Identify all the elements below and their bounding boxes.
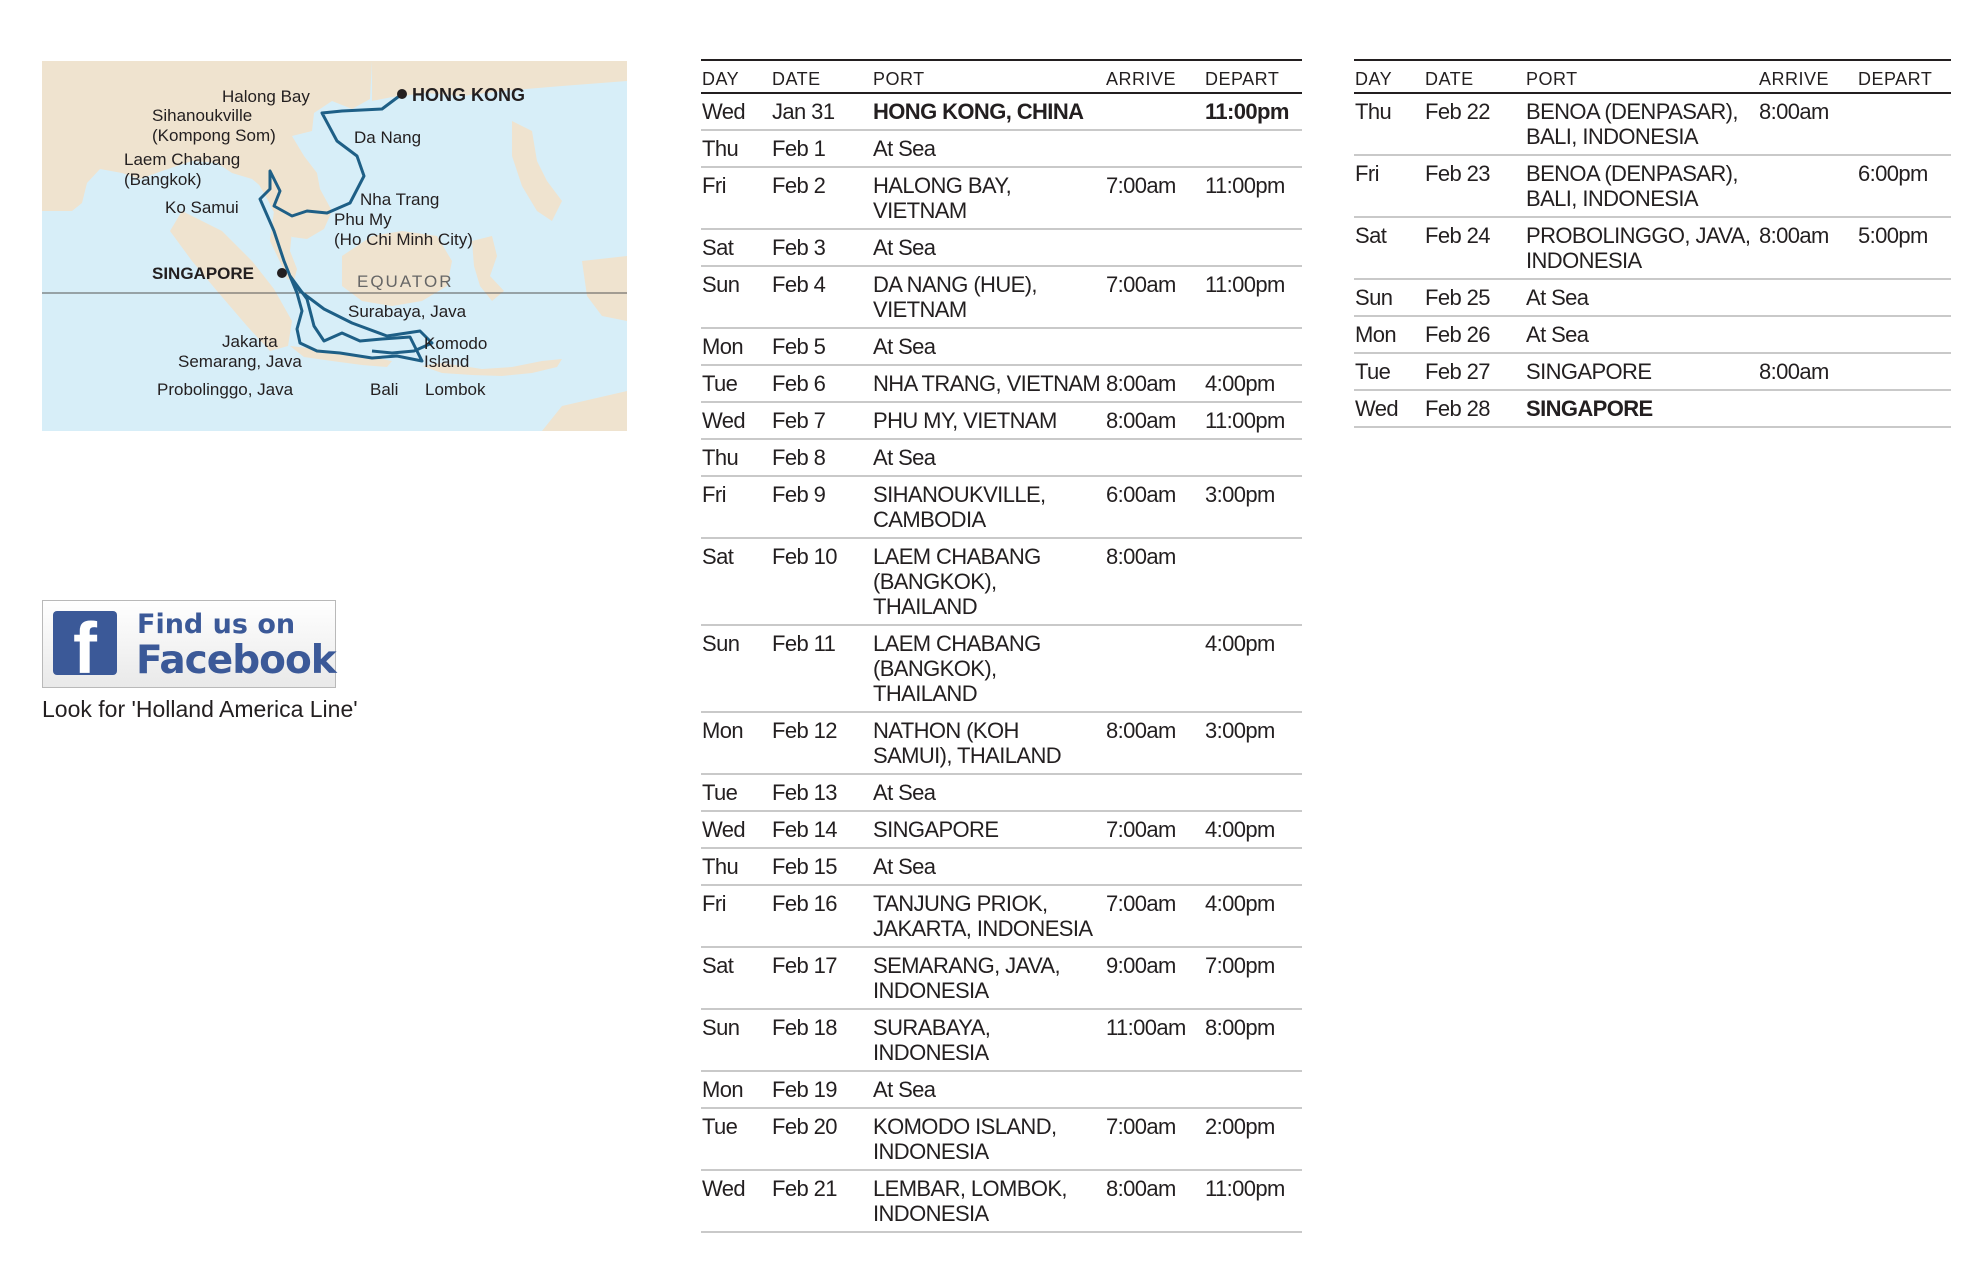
- cell-arrive: [1105, 93, 1204, 130]
- table-row: [701, 402, 1302, 439]
- cell-date: Feb 3: [771, 229, 872, 266]
- cell-day: Sun: [1354, 279, 1424, 316]
- cell-depart: 4:00pm: [1204, 885, 1302, 947]
- map-label-island: Island: [424, 352, 470, 371]
- table-row: [1354, 316, 1951, 353]
- cell-port: DA NANG (HUE), VIETNAM: [872, 266, 1105, 328]
- cell-port: SINGAPORE: [1525, 390, 1758, 427]
- cell-day: Fri: [701, 476, 771, 538]
- header-port: PORT: [872, 60, 1105, 93]
- cell-arrive: [1758, 390, 1857, 427]
- cell-day: Sun: [701, 625, 771, 712]
- cell-date: Feb 21: [771, 1170, 872, 1232]
- cell-depart: 11:00pm: [1204, 167, 1302, 229]
- cell-arrive: 8:00am: [1105, 402, 1204, 439]
- cell-date: Feb 7: [771, 402, 872, 439]
- table-row: [701, 476, 1302, 538]
- header-day: DAY: [701, 60, 771, 93]
- table-row: [701, 947, 1302, 1009]
- header-port: PORT: [1525, 60, 1758, 93]
- cell-date: Jan 31: [771, 93, 872, 130]
- cell-date: Feb 27: [1424, 353, 1525, 390]
- cell-port: SINGAPORE: [872, 811, 1105, 848]
- cell-day: Mon: [701, 1071, 771, 1108]
- facebook-brand-text: Facebook: [136, 638, 336, 683]
- cell-arrive: 8:00am: [1105, 365, 1204, 402]
- map-label-hong-kong: HONG KONG: [412, 85, 526, 105]
- cell-day: Wed: [1354, 390, 1424, 427]
- cell-port: PHU MY, VIETNAM: [872, 402, 1105, 439]
- cell-depart: [1857, 390, 1951, 427]
- facebook-logo-icon: f: [53, 611, 117, 675]
- table-row: [701, 774, 1302, 811]
- table-row: [1354, 155, 1951, 217]
- cell-port: SEMARANG, JAVA, INDONESIA: [872, 947, 1105, 1009]
- map-label-komodo: Komodo: [424, 334, 488, 353]
- cell-port: NATHON (KOH SAMUI), THAILAND: [872, 712, 1105, 774]
- map-label-bali: Bali: [370, 380, 399, 399]
- cell-date: Feb 13: [771, 774, 872, 811]
- itinerary-body-right: [1354, 93, 1951, 427]
- facebook-badge[interactable]: [42, 600, 336, 688]
- cell-depart: [1204, 328, 1302, 365]
- cell-depart: 11:00pm: [1204, 266, 1302, 328]
- map-label-equator: EQUATOR: [357, 272, 454, 291]
- table-row: [701, 811, 1302, 848]
- cell-depart: [1857, 279, 1951, 316]
- cell-date: Feb 15: [771, 848, 872, 885]
- cell-day: Mon: [701, 712, 771, 774]
- map-label-semarang: Semarang, Java: [178, 352, 302, 371]
- table-row: [701, 328, 1302, 365]
- cell-depart: [1204, 439, 1302, 476]
- cell-arrive: 8:00am: [1105, 712, 1204, 774]
- cell-arrive: 7:00am: [1105, 811, 1204, 848]
- map-label-kompong-som: (Kompong Som): [152, 126, 276, 145]
- header-day: DAY: [1354, 60, 1424, 93]
- header-arrive: ARRIVE: [1758, 60, 1857, 93]
- itinerary-table-left: [701, 59, 1302, 1233]
- cell-arrive: 9:00am: [1105, 947, 1204, 1009]
- cell-port: At Sea: [872, 130, 1105, 167]
- table-row: [1354, 93, 1951, 155]
- cell-depart: [1204, 538, 1302, 625]
- cell-port: KOMODO ISLAND, INDONESIA: [872, 1108, 1105, 1170]
- table-row: [1354, 217, 1951, 279]
- cell-arrive: 7:00am: [1105, 167, 1204, 229]
- cell-date: Feb 6: [771, 365, 872, 402]
- header-depart: DEPART: [1204, 60, 1302, 93]
- cell-arrive: [1105, 229, 1204, 266]
- header-arrive: ARRIVE: [1105, 60, 1204, 93]
- map-label-probolinggo: Probolinggo, Java: [157, 380, 294, 399]
- table-row: [701, 885, 1302, 947]
- cell-port: At Sea: [872, 848, 1105, 885]
- cell-arrive: 8:00am: [1105, 538, 1204, 625]
- cell-port: BENOA (DENPASAR), BALI, INDONESIA: [1525, 155, 1758, 217]
- table-row: [701, 848, 1302, 885]
- cell-port: At Sea: [872, 229, 1105, 266]
- table-row: [701, 538, 1302, 625]
- map-label-da-nang: Da Nang: [354, 128, 422, 147]
- route-map: [42, 61, 627, 431]
- cell-day: Sat: [1354, 217, 1424, 279]
- cell-port: BENOA (DENPASAR), BALI, INDONESIA: [1525, 93, 1758, 155]
- cell-day: Thu: [701, 130, 771, 167]
- cell-arrive: 8:00am: [1105, 1170, 1204, 1232]
- table-row: [701, 130, 1302, 167]
- table-row: [701, 712, 1302, 774]
- table-row: [701, 625, 1302, 712]
- table-row: [701, 229, 1302, 266]
- cell-day: Tue: [701, 774, 771, 811]
- cell-day: Tue: [701, 1108, 771, 1170]
- cell-day: Wed: [701, 93, 771, 130]
- cell-date: Feb 18: [771, 1009, 872, 1071]
- cell-depart: [1857, 93, 1951, 155]
- cell-depart: 6:00pm: [1857, 155, 1951, 217]
- facebook-find-text: Find us on: [137, 609, 296, 640]
- map-label-phu-my: Phu My: [334, 210, 392, 229]
- cell-depart: [1204, 130, 1302, 167]
- hong-kong-dot: [397, 89, 407, 99]
- cell-depart: [1204, 229, 1302, 266]
- cell-arrive: 8:00am: [1758, 93, 1857, 155]
- cell-depart: 4:00pm: [1204, 811, 1302, 848]
- cell-date: Feb 1: [771, 130, 872, 167]
- cell-arrive: 6:00am: [1105, 476, 1204, 538]
- cell-date: Feb 5: [771, 328, 872, 365]
- itinerary-table-right: [1354, 59, 1951, 428]
- cell-date: Feb 9: [771, 476, 872, 538]
- cell-port: HALONG BAY, VIETNAM: [872, 167, 1105, 229]
- cell-arrive: 7:00am: [1105, 885, 1204, 947]
- cell-day: Fri: [701, 167, 771, 229]
- cell-port: SIHANOUKVILLE, CAMBODIA: [872, 476, 1105, 538]
- cell-arrive: 7:00am: [1105, 266, 1204, 328]
- cell-depart: 4:00pm: [1204, 365, 1302, 402]
- cell-date: Feb 16: [771, 885, 872, 947]
- cell-day: Sat: [701, 229, 771, 266]
- map-label-surabaya: Surabaya, Java: [348, 302, 467, 321]
- cell-date: Feb 23: [1424, 155, 1525, 217]
- cell-arrive: [1758, 279, 1857, 316]
- cell-date: Feb 12: [771, 712, 872, 774]
- cell-port: At Sea: [872, 1071, 1105, 1108]
- cell-port: HONG KONG, CHINA: [872, 93, 1105, 130]
- cell-day: Thu: [701, 439, 771, 476]
- cell-day: Tue: [701, 365, 771, 402]
- cell-port: At Sea: [872, 774, 1105, 811]
- table-row: [1354, 279, 1951, 316]
- cell-day: Sun: [701, 266, 771, 328]
- cell-arrive: 8:00am: [1758, 353, 1857, 390]
- map-label-lombok: Lombok: [425, 380, 486, 399]
- itinerary-header: [1354, 60, 1951, 93]
- cell-arrive: [1105, 774, 1204, 811]
- map-label-sihanoukville: Sihanoukville: [152, 106, 253, 125]
- table-row: [701, 1108, 1302, 1170]
- itinerary-header: [701, 60, 1302, 93]
- cell-depart: [1857, 316, 1951, 353]
- cell-port: At Sea: [872, 439, 1105, 476]
- table-row: [701, 365, 1302, 402]
- cell-date: Feb 19: [771, 1071, 872, 1108]
- map-label-singapore: SINGAPORE: [152, 264, 255, 283]
- cell-port: SINGAPORE: [1525, 353, 1758, 390]
- cell-depart: 8:00pm: [1204, 1009, 1302, 1071]
- cell-arrive: 8:00am: [1758, 217, 1857, 279]
- cell-date: Feb 14: [771, 811, 872, 848]
- cell-date: Feb 20: [771, 1108, 872, 1170]
- cell-arrive: [1105, 1071, 1204, 1108]
- cell-port: LEMBAR, LOMBOK, INDONESIA: [872, 1170, 1105, 1232]
- cell-port: PROBOLINGGO, JAVA, INDONESIA: [1525, 217, 1758, 279]
- header-depart: DEPART: [1857, 60, 1951, 93]
- cell-depart: [1204, 848, 1302, 885]
- map-label-halong-bay: Halong Bay: [222, 87, 310, 106]
- cell-date: Feb 24: [1424, 217, 1525, 279]
- map-label-laem-chabang: Laem Chabang: [124, 150, 241, 169]
- cell-day: Wed: [701, 402, 771, 439]
- route-map-svg: [42, 61, 627, 431]
- cell-port: At Sea: [1525, 279, 1758, 316]
- cell-day: Wed: [701, 1170, 771, 1232]
- cell-date: Feb 22: [1424, 93, 1525, 155]
- cell-depart: 3:00pm: [1204, 476, 1302, 538]
- cell-arrive: [1105, 130, 1204, 167]
- table-row: [701, 167, 1302, 229]
- map-label-jakarta: Jakarta: [222, 332, 278, 351]
- cell-depart: [1204, 774, 1302, 811]
- cell-day: Sat: [701, 538, 771, 625]
- cell-depart: 11:00pm: [1204, 402, 1302, 439]
- cell-depart: 11:00pm: [1204, 1170, 1302, 1232]
- cell-day: Mon: [701, 328, 771, 365]
- cell-day: Mon: [1354, 316, 1424, 353]
- cell-depart: 7:00pm: [1204, 947, 1302, 1009]
- cell-day: Tue: [1354, 353, 1424, 390]
- singapore-dot: [277, 268, 287, 278]
- cell-date: Feb 4: [771, 266, 872, 328]
- cell-port: NHA TRANG, VIETNAM: [872, 365, 1105, 402]
- cell-arrive: [1758, 155, 1857, 217]
- cell-depart: [1204, 1071, 1302, 1108]
- table-row: [701, 266, 1302, 328]
- cell-port: At Sea: [872, 328, 1105, 365]
- cell-depart: [1857, 353, 1951, 390]
- cell-port: TANJUNG PRIOK, JAKARTA, INDONESIA: [872, 885, 1105, 947]
- map-label-nha-trang: Nha Trang: [360, 190, 440, 209]
- cell-date: Feb 25: [1424, 279, 1525, 316]
- cell-depart: 3:00pm: [1204, 712, 1302, 774]
- cell-port: At Sea: [1525, 316, 1758, 353]
- cell-arrive: [1105, 848, 1204, 885]
- cell-depart: 4:00pm: [1204, 625, 1302, 712]
- cell-date: Feb 11: [771, 625, 872, 712]
- table-row: [701, 1071, 1302, 1108]
- table-row: [1354, 353, 1951, 390]
- cell-day: Sun: [701, 1009, 771, 1071]
- table-row: [701, 1170, 1302, 1232]
- map-label-ko-samui: Ko Samui: [165, 198, 239, 217]
- cell-date: Feb 28: [1424, 390, 1525, 427]
- map-label-ho-chi-minh: (Ho Chi Minh City): [334, 230, 473, 249]
- cell-day: Thu: [701, 848, 771, 885]
- cell-arrive: [1105, 439, 1204, 476]
- header-date: DATE: [771, 60, 872, 93]
- cell-arrive: [1758, 316, 1857, 353]
- cell-arrive: 11:00am: [1105, 1009, 1204, 1071]
- cell-day: Thu: [1354, 93, 1424, 155]
- cell-day: Fri: [701, 885, 771, 947]
- cell-arrive: [1105, 328, 1204, 365]
- cell-date: Feb 10: [771, 538, 872, 625]
- cell-port: LAEM CHABANG (BANGKOK), THAILAND: [872, 538, 1105, 625]
- table-row: [701, 439, 1302, 476]
- cell-day: Sat: [701, 947, 771, 1009]
- cell-depart: 5:00pm: [1857, 217, 1951, 279]
- cell-day: Wed: [701, 811, 771, 848]
- cell-port: SURABAYA, INDONESIA: [872, 1009, 1105, 1071]
- itinerary-body-left: [701, 93, 1302, 1232]
- facebook-caption: Look for 'Holland America Line': [42, 696, 358, 722]
- cell-depart: 2:00pm: [1204, 1108, 1302, 1170]
- cell-arrive: [1105, 625, 1204, 712]
- cell-arrive: 7:00am: [1105, 1108, 1204, 1170]
- cell-date: Feb 2: [771, 167, 872, 229]
- map-label-bangkok: (Bangkok): [124, 170, 202, 189]
- table-row: [701, 1009, 1302, 1071]
- cell-port: LAEM CHABANG (BANGKOK), THAILAND: [872, 625, 1105, 712]
- cell-date: Feb 26: [1424, 316, 1525, 353]
- header-date: DATE: [1424, 60, 1525, 93]
- table-row: [1354, 390, 1951, 427]
- cell-date: Feb 8: [771, 439, 872, 476]
- cell-depart: 11:00pm: [1204, 93, 1302, 130]
- table-row: [701, 93, 1302, 130]
- cell-day: Fri: [1354, 155, 1424, 217]
- cell-date: Feb 17: [771, 947, 872, 1009]
